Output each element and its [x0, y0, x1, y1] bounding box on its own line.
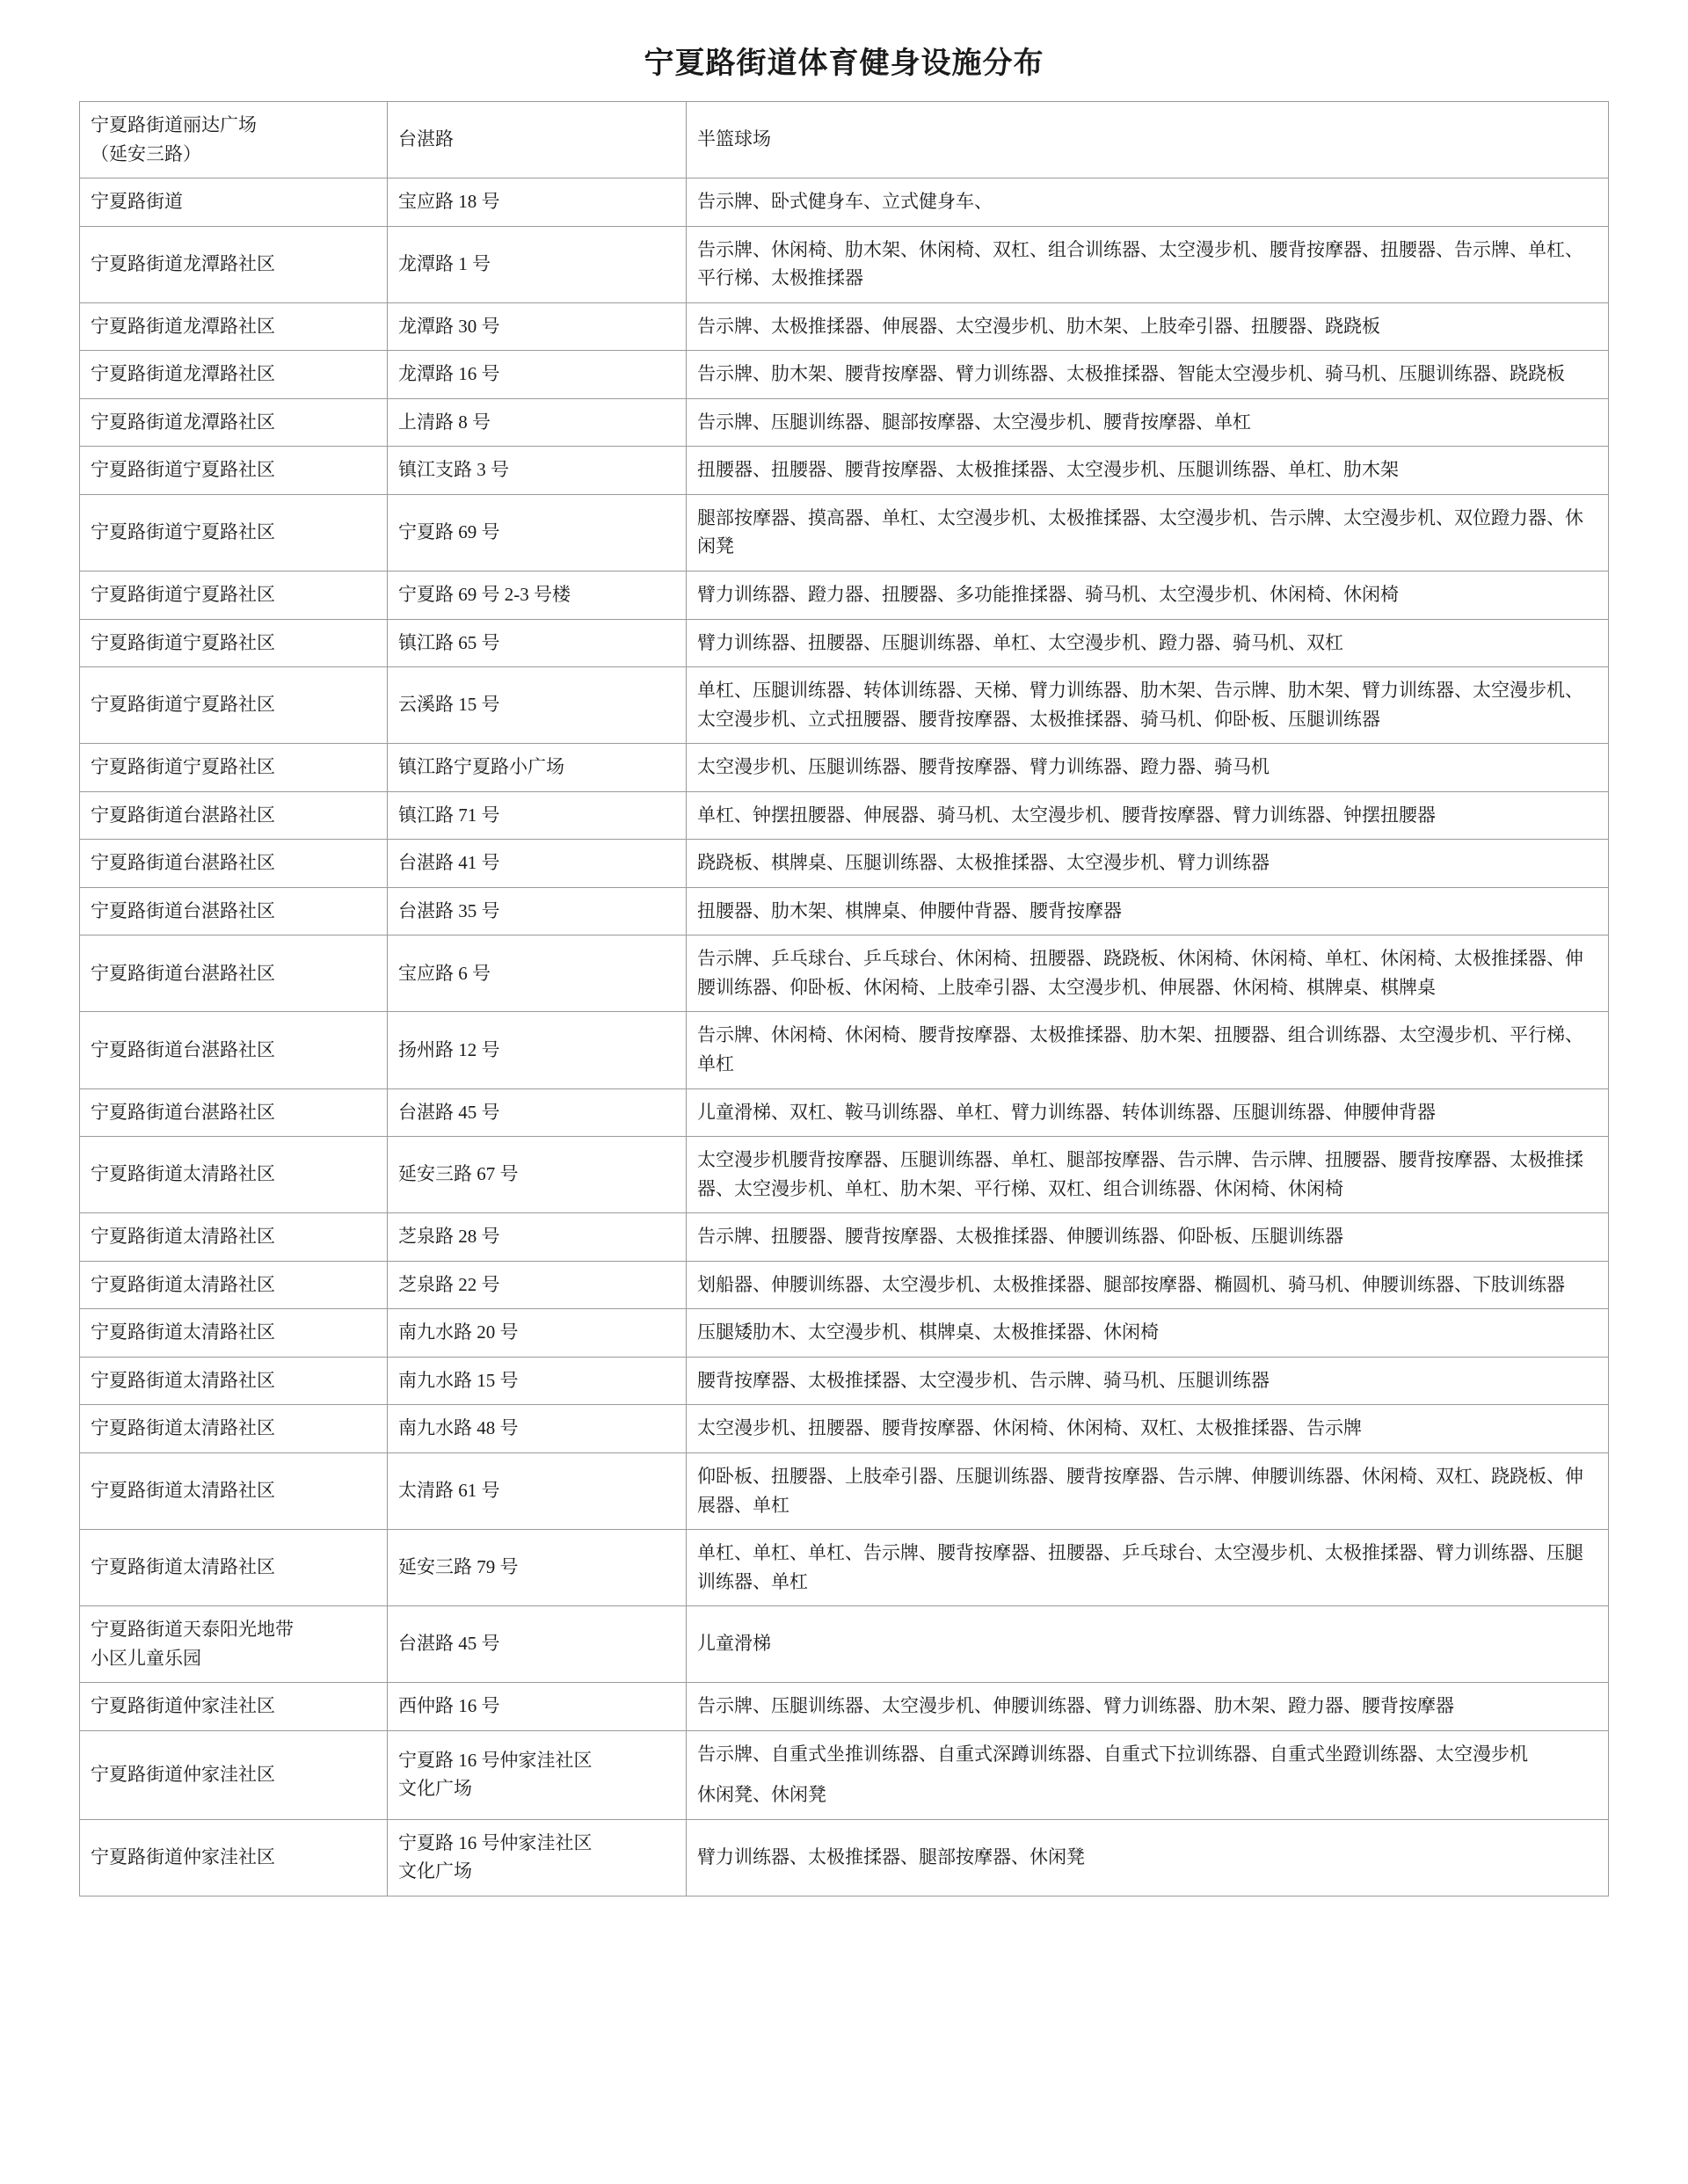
cell-address: 镇江路宁夏路小广场	[388, 744, 687, 792]
cell-facilities: 告示牌、太极推揉器、伸展器、太空漫步机、肋木架、上肢牵引器、扭腰器、跷跷板	[687, 302, 1609, 351]
cell-address: 宝应路 18 号	[388, 178, 687, 227]
table-row	[80, 667, 1609, 744]
cell-organization: 宁夏路街道太清路社区	[80, 1405, 388, 1453]
table-row	[80, 1309, 1609, 1358]
cell-address: 台湛路	[388, 102, 687, 178]
table-row	[80, 840, 1609, 888]
cell-facilities: 腰背按摩器、太极推揉器、太空漫步机、告示牌、骑马机、压腿训练器	[687, 1357, 1609, 1405]
table-row	[80, 887, 1609, 935]
cell-organization: 宁夏路街道台湛路社区	[80, 887, 388, 935]
cell-address: 西仲路 16 号	[388, 1683, 687, 1731]
cell-organization: 宁夏路街道太清路社区	[80, 1452, 388, 1529]
table-row	[80, 571, 1609, 620]
cell-facilities	[687, 1730, 1609, 1819]
cell-address: 宁夏路 69 号	[388, 494, 687, 571]
cell-organization: 宁夏路街道宁夏路社区	[80, 447, 388, 495]
cell-address: 延安三路 67 号	[388, 1137, 687, 1213]
cell-address: 延安三路 79 号	[388, 1530, 687, 1606]
cell-address: 台湛路 35 号	[388, 887, 687, 935]
cell-address: 宁夏路 69 号 2-3 号楼	[388, 571, 687, 620]
table-row	[80, 1452, 1609, 1529]
table-row	[80, 1606, 1609, 1683]
cell-address: 南九水路 48 号	[388, 1405, 687, 1453]
cell-facilities: 扭腰器、肋木架、棋牌桌、伸腰仲背器、腰背按摩器	[687, 887, 1609, 935]
cell-organization: 宁夏路街道宁夏路社区	[80, 619, 388, 667]
table-row	[80, 1819, 1609, 1896]
cell-facilities: 仰卧板、扭腰器、上肢牵引器、压腿训练器、腰背按摩器、告示牌、伸腰训练器、休闲椅、双杠、跷跷板、伸展器、单杠	[687, 1452, 1609, 1529]
table-row	[80, 1357, 1609, 1405]
table-row	[80, 1530, 1609, 1606]
cell-organization: 宁夏路街道龙潭路社区	[80, 226, 388, 302]
cell-address: 镇江路 65 号	[388, 619, 687, 667]
cell-facilities: 单杠、单杠、单杠、告示牌、腰背按摩器、扭腰器、乒乓球台、太空漫步机、太极推揉器、臂力训练器、压腿训练器、单杠	[687, 1530, 1609, 1606]
cell-facilities: 臂力训练器、扭腰器、压腿训练器、单杠、太空漫步机、蹬力器、骑马机、双杠	[687, 619, 1609, 667]
cell-organization: 宁夏路街道台湛路社区	[80, 1012, 388, 1088]
cell-facilities: 告示牌、休闲椅、休闲椅、腰背按摩器、太极推揉器、肋木架、扭腰器、组合训练器、太空漫步机、平行梯、单杠	[687, 1012, 1609, 1088]
cell-facilities: 划船器、伸腰训练器、太空漫步机、太极推揉器、腿部按摩器、椭圆机、骑马机、伸腰训练器、下肢训练器	[687, 1261, 1609, 1309]
cell-facilities: 告示牌、压腿训练器、太空漫步机、伸腰训练器、臂力训练器、肋木架、蹬力器、腰背按摩器	[687, 1683, 1609, 1731]
cell-organization: 宁夏路街道	[80, 178, 388, 227]
cell-organization: 宁夏路街道台湛路社区	[80, 840, 388, 888]
cell-address: 龙潭路 30 号	[388, 302, 687, 351]
table-row	[80, 1405, 1609, 1453]
cell-address: 芝泉路 22 号	[388, 1261, 687, 1309]
cell-organization: 宁夏路街道仲家洼社区	[80, 1683, 388, 1731]
cell-address: 龙潭路 1 号	[388, 226, 687, 302]
facilities-gap	[697, 1768, 1597, 1780]
table-row	[80, 619, 1609, 667]
table-row	[80, 744, 1609, 792]
cell-address: 镇江路 71 号	[388, 791, 687, 840]
cell-address: 南九水路 15 号	[388, 1357, 687, 1405]
cell-organization: 宁夏路街道宁夏路社区	[80, 571, 388, 620]
cell-facilities: 跷跷板、棋牌桌、压腿训练器、太极推揉器、太空漫步机、臂力训练器	[687, 840, 1609, 888]
table-row	[80, 178, 1609, 227]
table-row	[80, 935, 1609, 1012]
cell-organization: 宁夏路街道台湛路社区	[80, 791, 388, 840]
cell-address: 台湛路 45 号	[388, 1606, 687, 1683]
cell-address: 台湛路 41 号	[388, 840, 687, 888]
table-row	[80, 102, 1609, 178]
cell-organization: 宁夏路街道太清路社区	[80, 1357, 388, 1405]
table-row	[80, 302, 1609, 351]
cell-organization: 宁夏路街道宁夏路社区	[80, 744, 388, 792]
address-line-1: 宁夏路 16 号仲家洼社区	[398, 1831, 593, 1853]
cell-organization: 宁夏路街道太清路社区	[80, 1530, 388, 1606]
cell-facilities: 腿部按摩器、摸高器、单杠、太空漫步机、太极推揉器、太空漫步机、告示牌、太空漫步机、双位蹬力器、休闲凳	[687, 494, 1609, 571]
cell-facilities: 太空漫步机、压腿训练器、腰背按摩器、臂力训练器、蹬力器、骑马机	[687, 744, 1609, 792]
facilities-extra: 休闲凳、休闲凳	[697, 1784, 826, 1806]
cell-address: 扬州路 12 号	[388, 1012, 687, 1088]
facilities-main: 告示牌、自重式坐推训练器、自重式深蹲训练器、自重式下拉训练器、自重式坐蹬训练器、太空漫步机	[697, 1743, 1528, 1765]
address-line-2: 文化广场	[398, 1778, 472, 1800]
cell-facilities: 半篮球场	[687, 102, 1609, 178]
table-row	[80, 1012, 1609, 1088]
cell-address: 太清路 61 号	[388, 1452, 687, 1529]
cell-organization: 宁夏路街道太清路社区	[80, 1261, 388, 1309]
table-body	[80, 102, 1609, 1896]
cell-address: 上清路 8 号	[388, 398, 687, 447]
cell-organization: 宁夏路街道仲家洼社区	[80, 1819, 388, 1896]
cell-facilities: 告示牌、乒乓球台、乒乓球台、休闲椅、扭腰器、跷跷板、休闲椅、休闲椅、单杠、休闲椅、太极推揉器、伸腰训练器、仰卧板、休闲椅、上肢牵引器、太空漫步机、伸展器、休闲椅、棋牌桌、棋牌桌	[687, 935, 1609, 1012]
cell-facilities: 告示牌、压腿训练器、腿部按摩器、太空漫步机、腰背按摩器、单杠	[687, 398, 1609, 447]
cell-organization	[80, 102, 388, 178]
table-row	[80, 1730, 1609, 1819]
table-row	[80, 1683, 1609, 1731]
cell-facilities: 太空漫步机、扭腰器、腰背按摩器、休闲椅、休闲椅、双杠、太极推揉器、告示牌	[687, 1405, 1609, 1453]
cell-organization: 宁夏路街道台湛路社区	[80, 1088, 388, 1137]
cell-facilities: 太空漫步机腰背按摩器、压腿训练器、单杠、腿部按摩器、告示牌、告示牌、扭腰器、腰背按摩器、太极推揉器、太空漫步机、单杠、肋木架、平行梯、双杠、组合训练器、休闲椅、休闲椅	[687, 1137, 1609, 1213]
cell-facilities: 告示牌、休闲椅、肋木架、休闲椅、双杠、组合训练器、太空漫步机、腰背按摩器、扭腰器、告示牌、单杠、平行梯、太极推揉器	[687, 226, 1609, 302]
table-row	[80, 398, 1609, 447]
table-row	[80, 1088, 1609, 1137]
cell-organization: 宁夏路街道龙潭路社区	[80, 351, 388, 399]
organization-line-1: 宁夏路街道天泰阳光地带	[91, 1619, 294, 1641]
cell-facilities: 臂力训练器、太极推揉器、腿部按摩器、休闲凳	[687, 1819, 1609, 1896]
table-row	[80, 1137, 1609, 1213]
table-row	[80, 226, 1609, 302]
cell-organization: 宁夏路街道太清路社区	[80, 1309, 388, 1358]
cell-facilities: 告示牌、扭腰器、腰背按摩器、太极推揉器、伸腰训练器、仰卧板、压腿训练器	[687, 1213, 1609, 1262]
cell-facilities: 儿童滑梯、双杠、鞍马训练器、单杠、臂力训练器、转体训练器、压腿训练器、伸腰伸背器	[687, 1088, 1609, 1137]
table-row	[80, 351, 1609, 399]
table-row	[80, 447, 1609, 495]
cell-facilities: 扭腰器、扭腰器、腰背按摩器、太极推揉器、太空漫步机、压腿训练器、单杠、肋木架	[687, 447, 1609, 495]
cell-address: 龙潭路 16 号	[388, 351, 687, 399]
cell-organization: 宁夏路街道宁夏路社区	[80, 667, 388, 744]
cell-organization: 宁夏路街道宁夏路社区	[80, 494, 388, 571]
cell-address: 南九水路 20 号	[388, 1309, 687, 1358]
cell-address	[388, 1819, 687, 1896]
cell-organization: 宁夏路街道龙潭路社区	[80, 302, 388, 351]
address-line-1: 宁夏路 16 号仲家洼社区	[398, 1749, 593, 1771]
cell-facilities: 单杠、压腿训练器、转体训练器、天梯、臂力训练器、肋木架、告示牌、肋木架、臂力训练器、太空漫步机、太空漫步机、立式扭腰器、腰背按摩器、太极推揉器、骑马机、仰卧板、压腿训练器	[687, 667, 1609, 744]
cell-organization: 宁夏路街道仲家洼社区	[80, 1730, 388, 1819]
cell-organization: 宁夏路街道太清路社区	[80, 1213, 388, 1262]
cell-facilities: 压腿矮肋木、太空漫步机、棋牌桌、太极推揉器、休闲椅	[687, 1309, 1609, 1358]
organization-line-1: 宁夏路街道丽达广场	[91, 114, 257, 135]
cell-facilities: 儿童滑梯	[687, 1606, 1609, 1683]
cell-address: 芝泉路 28 号	[388, 1213, 687, 1262]
cell-organization: 宁夏路街道台湛路社区	[80, 935, 388, 1012]
address-line-2: 文化广场	[398, 1860, 472, 1882]
cell-address: 宝应路 6 号	[388, 935, 687, 1012]
table-row	[80, 1261, 1609, 1309]
table-row	[80, 1213, 1609, 1262]
table-row	[80, 494, 1609, 571]
cell-organization: 宁夏路街道太清路社区	[80, 1137, 388, 1213]
cell-facilities: 告示牌、肋木架、腰背按摩器、臂力训练器、太极推揉器、智能太空漫步机、骑马机、压腿训练器、跷跷板	[687, 351, 1609, 399]
cell-address: 镇江支路 3 号	[388, 447, 687, 495]
cell-organization	[80, 1606, 388, 1683]
cell-address: 云溪路 15 号	[388, 667, 687, 744]
cell-facilities: 单杠、钟摆扭腰器、伸展器、骑马机、太空漫步机、腰背按摩器、臂力训练器、钟摆扭腰器	[687, 791, 1609, 840]
page-title: 宁夏路街道体育健身设施分布	[644, 47, 1044, 80]
cell-address: 台湛路 45 号	[388, 1088, 687, 1137]
cell-organization: 宁夏路街道龙潭路社区	[80, 398, 388, 447]
cell-address	[388, 1730, 687, 1819]
organization-line-2: 小区儿童乐园	[91, 1647, 201, 1669]
table-row	[80, 791, 1609, 840]
organization-line-2: （延安三路）	[91, 142, 201, 164]
facility-distribution-table	[79, 101, 1609, 1896]
cell-facilities: 臂力训练器、蹬力器、扭腰器、多功能推揉器、骑马机、太空漫步机、休闲椅、休闲椅	[687, 571, 1609, 620]
cell-facilities: 告示牌、卧式健身车、立式健身车、	[687, 178, 1609, 227]
